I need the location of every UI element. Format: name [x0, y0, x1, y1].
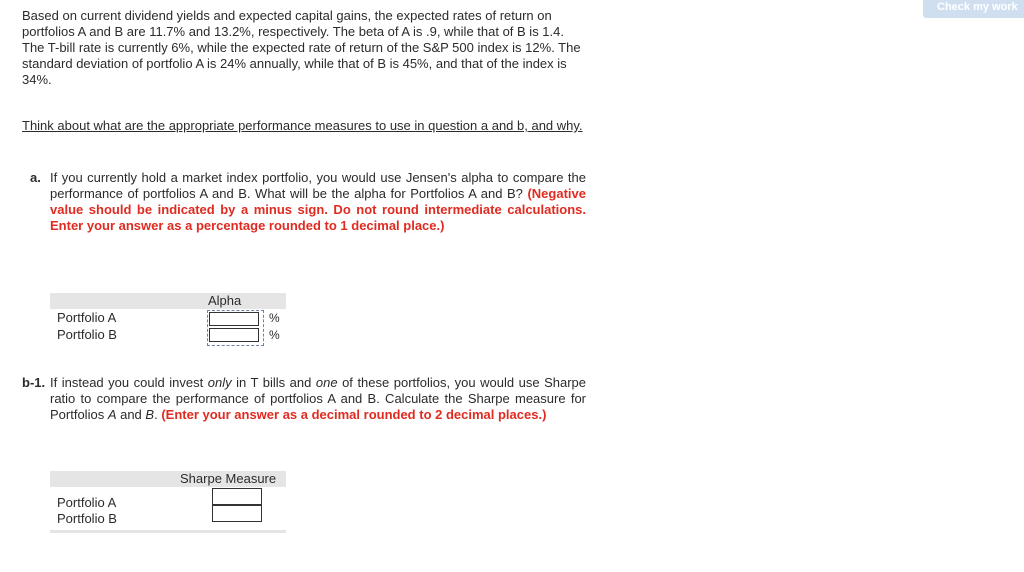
question-a-hint: (Negative value should be indicated by a minus sign. Do not round intermediate calculations. Enter your answer as a percentage rounded to 1 decimal place.): [50, 186, 586, 233]
question-a-number: a.: [30, 170, 41, 185]
sharpe-table-header: [50, 471, 286, 487]
question-content: [22, 0, 586, 234]
percent-unit: %: [269, 328, 280, 342]
question-a: [22, 170, 586, 234]
question-b1: [22, 375, 586, 423]
alpha-portfolio-b-input[interactable]: [209, 328, 259, 342]
question-b1-number: b-1.: [22, 375, 46, 390]
alpha-portfolio-a-input[interactable]: [209, 312, 259, 326]
table-bottom-divider: [50, 530, 286, 533]
intro-text: Based on current dividend yields and expected capital gains, the expected rates of return on portfolios A and B are 11.7% and 13.2%, respectively. The beta of A is .9, while that of B is 1.4. The T-bill rate is currently 6%, while the expected rate of return of the S&P 500 index is 12%. The standard deviation of portfolio A is 24% annually, while that of B is 45%, and that of the index is 34%.: [22, 8, 581, 87]
row-label: Portfolio A: [57, 310, 117, 325]
row-label: Portfolio B: [57, 327, 117, 342]
question-b1-hint: (Enter your answer as a decimal rounded to 2 decimal places.): [161, 407, 547, 422]
question-b1-text: If instead you could invest only in T bills and one of these portfolios, you would use Sharpe ratio to compare the performance of portfolios A and B. Calculate the Sharpe measure for Portfolios A and B.: [50, 375, 586, 422]
row-label: Portfolio A: [57, 495, 117, 510]
alpha-table-header: [50, 293, 286, 309]
alpha-table: [50, 293, 286, 343]
check-my-work-button[interactable]: Check my work: [923, 0, 1024, 18]
question-b1-wrap: [22, 375, 586, 423]
sharpe-column-header: Sharpe Measure: [180, 471, 277, 486]
question-a-text: If you currently hold a market index portfolio, you would use Jensen's alpha to compare the performance of portfolios A and B. What will be the alpha for Portfolios A and B?: [50, 170, 586, 201]
sharpe-table: [50, 471, 286, 526]
sharpe-portfolio-b-input[interactable]: [212, 505, 262, 522]
sharpe-portfolio-a-input[interactable]: [212, 488, 262, 505]
percent-unit: %: [269, 311, 280, 325]
think-about-link[interactable]: Think about what are the appropriate performance measures to use in question a and b, and why.: [22, 118, 583, 133]
problem-statement: [22, 0, 586, 100]
alpha-column-header: Alpha: [208, 293, 242, 308]
row-label: Portfolio B: [57, 511, 117, 526]
